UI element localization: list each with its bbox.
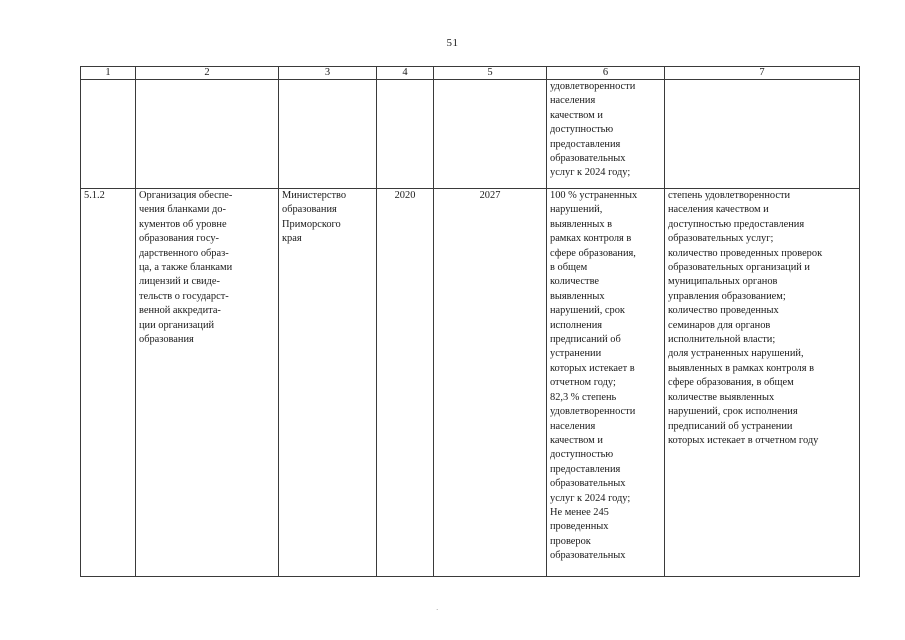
table-row-5-1-2	[81, 189, 860, 577]
cell-end-year	[434, 80, 547, 189]
header-row	[81, 67, 860, 80]
header-col-6: 6	[547, 67, 665, 80]
cell-activity: Организация обеспе- чения бланками до- кументов об уровне образования госу- дарственного образ- ца, а также бланками лицензий и свиде- тельств о государст- венной аккредита- ции организаций образования	[136, 189, 279, 577]
cell-number	[81, 80, 136, 189]
cell-indicators	[665, 80, 860, 189]
measures-table	[80, 66, 860, 577]
cell-start-year: 2020	[377, 189, 434, 577]
cell-indicators: степень удовлетворенности населения качеством и доступностью предоставления образовательных услуг; количество проведенных проверок образовательных организаций и муниципальных органов управления образованием; количество проведенных семинаров для органов исполнительной власти; доля устраненных нарушений, выявленных в рамках контроля в сфере образования, в общем количестве выявленных нарушений, срок исполнения предписаний об устранении которых истекает в отчетном году	[665, 189, 860, 577]
scan-speck: ·	[436, 606, 439, 614]
header-col-4: 4	[377, 67, 434, 80]
cell-expected-result: 100 % устраненных нарушений, выявленных в рамках контроля в сфере образования, в общем количестве выявленных нарушений, срок исполнения предписаний об устранении которых истекает в отчетном году; 82,3 % степень удовлетворенности населения качеством и доступностью предоставления образовательных услуг к 2024 году; Не менее 245 проведенных проверок образовательных	[547, 189, 665, 577]
cell-activity	[136, 80, 279, 189]
cell-start-year	[377, 80, 434, 189]
cell-end-year: 2027	[434, 189, 547, 577]
cell-number: 5.1.2	[81, 189, 136, 577]
header-col-1: 1	[81, 67, 136, 80]
table-header	[81, 67, 860, 80]
continuation-result-text: удовлетворенности населения качеством и доступностью предоставления образовательных услуг к 2024 году;	[550, 81, 636, 179]
cell-expected-result	[547, 80, 665, 189]
header-col-7: 7	[665, 67, 860, 80]
cell-executor	[279, 80, 377, 189]
header-col-3: 3	[279, 67, 377, 80]
header-col-2: 2	[136, 67, 279, 80]
page-number: 51	[446, 37, 459, 49]
header-col-5: 5	[434, 67, 547, 80]
cell-executor: Министерство образования Приморского края	[279, 189, 377, 577]
table-row-continuation	[81, 80, 860, 189]
